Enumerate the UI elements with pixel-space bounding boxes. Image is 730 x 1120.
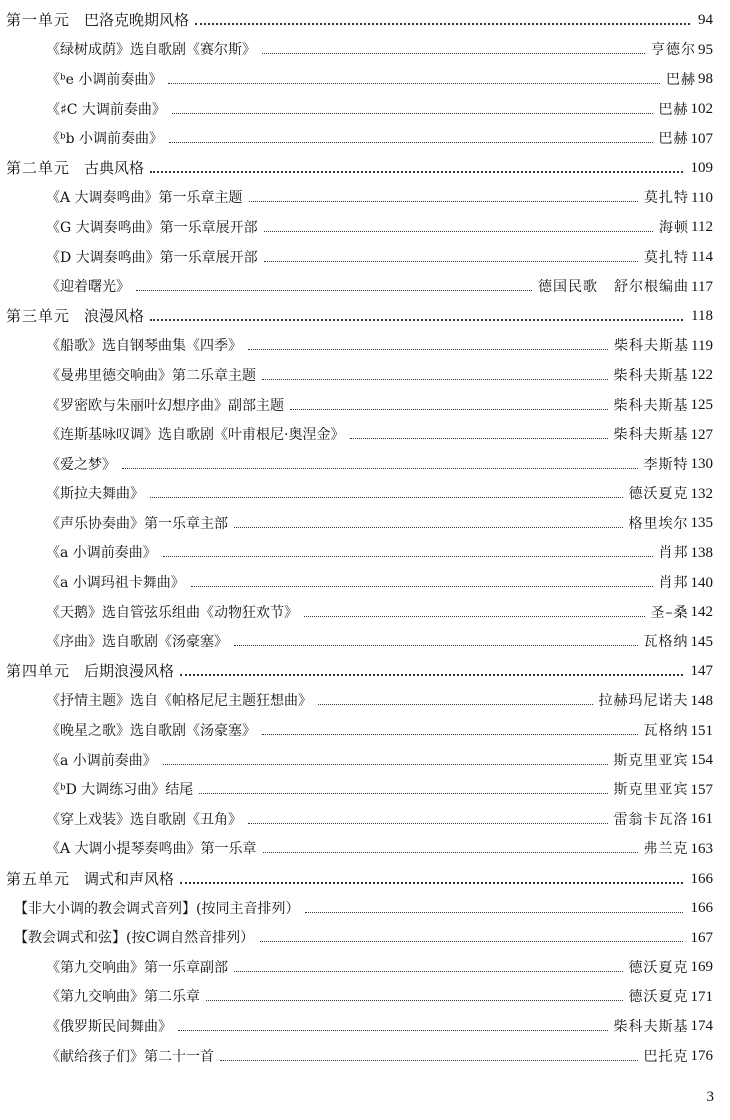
entry-page: 145 [690, 633, 713, 650]
toc-entry-row[interactable] [0, 332, 730, 362]
entry-title: 《ᵇb 小调前奏曲》 [46, 131, 164, 148]
entry-right [538, 280, 713, 295]
toc-entry-row[interactable] [0, 716, 730, 746]
entry-composer: 德沃夏克 [628, 959, 689, 976]
entry-right [644, 250, 713, 265]
toc-entry-row[interactable] [0, 272, 730, 302]
entry-composer: 格里埃尔 [628, 515, 689, 532]
entry-right [644, 724, 714, 739]
entry-page: 135 [690, 515, 713, 532]
dot-leader [150, 496, 623, 498]
entry-page: 102 [690, 101, 713, 118]
entry-right [614, 428, 714, 443]
entry-page: 142 [690, 604, 713, 621]
entry-page: 95 [698, 41, 713, 58]
dot-leader [168, 82, 660, 84]
entry-right [614, 368, 714, 383]
entry-composer: 莫扎特 [644, 249, 690, 266]
entry-page: 138 [690, 544, 713, 561]
unit-heading [6, 161, 144, 176]
dot-leader [234, 644, 638, 646]
entry-title: 【非大小调的教会调式音列】(按同主音排列） [14, 900, 300, 917]
dot-leader [264, 260, 638, 262]
toc-entry-row[interactable] [0, 835, 730, 865]
unit-label: 第一单元 [6, 11, 71, 30]
dot-leader [262, 733, 638, 735]
toc-entry-row[interactable] [0, 95, 730, 125]
entry-title: 《罗密欧与朱丽叶幻想序曲》副部主题 [46, 397, 284, 414]
toc-entry-row[interactable] [0, 1042, 730, 1072]
toc-entry-row[interactable] [0, 805, 730, 835]
entry-composer: 舒尔根编曲 [614, 279, 690, 296]
entry-page: 114 [691, 249, 713, 266]
unit-title: 后期浪漫风格 [84, 662, 175, 681]
entry-composer: 德沃夏克 [628, 486, 689, 503]
entry-right [659, 132, 714, 147]
dot-leader [263, 851, 638, 853]
entry-composer: 柴科夫斯基 [613, 397, 689, 414]
table-of-contents [0, 6, 730, 1071]
entry-title: 《声乐协奏曲》第一乐章主部 [46, 515, 228, 532]
dot-leader [150, 170, 682, 173]
entry-page: 166 [690, 900, 713, 917]
toc-entry-row[interactable] [0, 1012, 730, 1042]
dot-leader [264, 230, 653, 232]
entry-page: 94 [698, 12, 713, 29]
toc-entry-row[interactable] [0, 361, 730, 391]
entry-title: 《ᵇe 小调前奏曲》 [46, 71, 163, 88]
entry-page: 163 [690, 840, 713, 857]
toc-unit-row[interactable] [0, 302, 730, 332]
toc-entry-row[interactable] [0, 65, 730, 95]
entry-title: 《A 大调小提琴奏鸣曲》第一乐章 [46, 841, 257, 858]
toc-entry-row[interactable] [0, 983, 730, 1013]
entry-composer: 巴托克 [643, 1048, 689, 1065]
entry-title: 《斯拉夫舞曲》 [46, 486, 144, 503]
dot-leader [248, 822, 608, 824]
entry-right [689, 872, 714, 887]
entry-right [614, 1019, 714, 1034]
entry-right [689, 309, 713, 324]
entry-title: 《ᵇD 大调练习曲》结尾 [46, 782, 194, 799]
entry-page: 174 [690, 1018, 713, 1035]
entry-title: 《献给孩子们》第二十一首 [46, 1048, 214, 1065]
dot-leader [180, 881, 682, 884]
entry-composer: 柴科夫斯基 [613, 367, 689, 384]
entry-composer: 柴科夫斯基 [613, 1018, 689, 1035]
entry-page: 151 [690, 722, 713, 739]
entry-page: 140 [690, 574, 713, 591]
entry-composer: 肖邦 [658, 575, 689, 592]
entry-right [614, 783, 714, 798]
toc-entry-row[interactable] [0, 184, 730, 214]
entry-page: 98 [698, 71, 713, 88]
toc-entry-row[interactable] [0, 953, 730, 983]
entry-title: 《第九交响曲》第一乐章副部 [46, 959, 228, 976]
entry-composer: 柴科夫斯基 [614, 338, 690, 355]
entry-right [696, 13, 713, 28]
entry-composer: 巴赫 [658, 101, 689, 118]
toc-entry-row[interactable] [0, 480, 730, 510]
dot-leader [206, 999, 623, 1001]
dot-leader [318, 703, 593, 705]
entry-page: 122 [690, 367, 713, 384]
entry-right [689, 901, 714, 916]
entry-title: 《a 小调前奏曲》 [46, 752, 157, 769]
unit-title: 浪漫风格 [84, 307, 145, 326]
entry-composer: 亨德尔 [651, 42, 696, 59]
entry-right [614, 753, 714, 768]
toc-unit-row[interactable] [0, 154, 730, 184]
dot-leader [262, 378, 608, 380]
dot-leader [234, 526, 623, 528]
entry-page: 171 [690, 988, 713, 1005]
entry-right [644, 1049, 714, 1064]
dot-leader [350, 437, 607, 439]
entry-page: 154 [690, 752, 713, 769]
unit-label: 第五单元 [6, 869, 71, 888]
dot-leader [169, 141, 652, 143]
unit-heading [6, 869, 175, 888]
toc-entry-row[interactable] [0, 420, 730, 450]
dot-leader [262, 52, 645, 54]
entry-title: 《抒情主题》选自《帕格尼尼主题狂想曲》 [46, 693, 312, 710]
entry-page: 117 [691, 278, 713, 295]
entry-title: 《晚星之歌》选自歌剧《汤豪塞》 [46, 723, 256, 740]
toc-unit-row[interactable] [0, 6, 730, 36]
entry-title: 《第九交响曲》第二乐章 [46, 989, 200, 1006]
entry-right [644, 457, 714, 472]
entry-title: 《天鹅》选自管弦乐组曲《动物狂欢节》 [46, 604, 298, 621]
entry-right [689, 161, 714, 176]
entry-title: 《迎着曙光》 [46, 279, 130, 296]
entry-title: 《船歌》选自钢琴曲集《四季》 [46, 338, 242, 355]
dot-leader [191, 585, 653, 587]
entry-page: 127 [690, 426, 713, 443]
dot-leader [249, 200, 638, 202]
entry-title: 《D 大调奏鸣曲》第一乐章展开部 [46, 249, 258, 266]
entry-composer: 瓦格纳 [643, 634, 689, 651]
entry-right [629, 516, 714, 531]
entry-composer: 斯克里亚宾 [613, 752, 689, 769]
entry-composer: 海顿 [659, 219, 690, 236]
entry-page: 119 [691, 337, 713, 354]
entry-origin: 德国民歌 [538, 279, 599, 296]
entry-page: 147 [690, 663, 713, 680]
entry-page: 148 [690, 692, 713, 709]
entry-page: 118 [691, 308, 713, 325]
entry-title: 《♯C 大调前奏曲》 [46, 101, 166, 118]
entry-page: 109 [690, 160, 713, 177]
toc-entry-row[interactable] [0, 775, 730, 805]
entry-title: 《a 小调前奏曲》 [46, 545, 157, 562]
entry-composer: 弗兰克 [643, 841, 689, 858]
entry-right [629, 990, 714, 1005]
toc-entry-row[interactable] [0, 124, 730, 154]
unit-heading [6, 13, 189, 28]
entry-composer: 巴赫 [658, 131, 689, 148]
entry-right [599, 694, 714, 709]
entry-right [651, 605, 714, 620]
entry-right [614, 339, 713, 354]
entry-composer: 李斯特 [643, 456, 689, 473]
entry-title: 《绿树成荫》选自歌剧《赛尔斯》 [46, 42, 256, 59]
entry-page: 110 [691, 189, 713, 206]
entry-composer: 雷翁卡瓦洛 [613, 811, 689, 828]
entry-title: 《G 大调奏鸣曲》第一乐章展开部 [46, 219, 258, 236]
entry-page: 176 [690, 1048, 713, 1065]
entry-title: 《爱之梦》 [46, 456, 116, 473]
entry-right [644, 191, 713, 206]
toc-unit-row[interactable] [0, 864, 730, 894]
entry-page: 132 [690, 485, 713, 502]
dot-leader [122, 467, 638, 469]
toc-entry-row[interactable] [0, 213, 730, 243]
toc-entry-row[interactable] [0, 746, 730, 776]
entry-page: 166 [690, 870, 713, 887]
entry-title: 【教会调式和弦】(按C调自然音排列） [14, 930, 255, 947]
toc-entry-row[interactable] [0, 509, 730, 539]
dot-leader [178, 1029, 608, 1031]
dot-leader [248, 348, 608, 350]
dot-leader [163, 763, 608, 765]
entry-title: 《A 大调奏鸣曲》第一乐章主题 [46, 190, 243, 207]
dot-leader [290, 408, 608, 410]
entry-right [614, 398, 714, 413]
entry-composer: 莫扎特 [644, 190, 690, 207]
toc-entry-row[interactable] [0, 36, 730, 66]
entry-right [659, 576, 714, 591]
page-number: 3 [706, 1089, 714, 1105]
entry-right [629, 487, 714, 502]
entry-page: 112 [691, 219, 713, 236]
dot-leader [150, 318, 683, 321]
dot-leader [199, 792, 607, 794]
dot-leader [234, 970, 623, 972]
dot-leader [195, 22, 690, 25]
dot-leader [136, 289, 532, 291]
toc-entry-row[interactable] [0, 687, 730, 717]
entry-right [689, 931, 714, 946]
entry-page: 167 [690, 929, 713, 946]
entry-title: 《穿上戏装》选自歌剧《丑角》 [46, 811, 242, 828]
entry-right [651, 43, 713, 58]
entry-title: 《连斯基咏叹调》选自歌剧《叶甫根尼·奥涅金》 [46, 427, 345, 444]
dot-leader [163, 555, 653, 557]
toc-section-row[interactable] [0, 923, 730, 953]
entry-right [644, 635, 714, 650]
unit-label: 第四单元 [6, 662, 71, 681]
entry-page: 130 [690, 456, 713, 473]
entry-composer: 柴科夫斯基 [613, 427, 689, 444]
entry-page: 125 [690, 397, 713, 414]
entry-composer: 拉赫玛尼诺夫 [598, 693, 689, 710]
dot-leader [220, 1059, 638, 1061]
toc-entry-row[interactable] [0, 391, 730, 421]
entry-right [644, 842, 714, 857]
dot-leader [304, 615, 645, 617]
entry-composer: 瓦格纳 [643, 723, 689, 740]
unit-title: 巴洛克晚期风格 [84, 11, 190, 30]
entry-composer: 肖邦 [658, 545, 689, 562]
dot-leader [260, 940, 682, 942]
entry-right [659, 102, 714, 117]
toc-entry-row[interactable] [0, 568, 730, 598]
toc-unit-row[interactable] [0, 657, 730, 687]
toc-entry-row[interactable] [0, 450, 730, 480]
unit-title: 古典风格 [84, 159, 145, 178]
unit-label: 第二单元 [6, 159, 71, 178]
entry-title: 《曼弗里德交响曲》第二乐章主题 [46, 367, 256, 384]
toc-entry-row[interactable] [0, 243, 730, 273]
entry-page: 107 [690, 130, 713, 147]
entry-title: 《序曲》选自歌剧《汤豪塞》 [46, 634, 228, 651]
entry-page: 169 [690, 959, 713, 976]
unit-label: 第三单元 [6, 307, 71, 326]
entry-page: 157 [690, 781, 713, 798]
entry-title: 《俄罗斯民间舞曲》 [46, 1018, 172, 1035]
entry-title: 《a 小调玛祖卡舞曲》 [46, 575, 185, 592]
entry-composer: 斯克里亚宾 [613, 782, 689, 799]
entry-composer: 圣–桑 [650, 604, 689, 621]
entry-right [659, 220, 713, 235]
entry-right [689, 664, 714, 679]
entry-right [666, 72, 713, 87]
dot-leader [172, 112, 653, 114]
entry-right [614, 812, 714, 827]
toc-section-row[interactable] [0, 894, 730, 924]
entry-page: 161 [690, 811, 713, 828]
dot-leader [180, 673, 682, 676]
toc-entry-row[interactable] [0, 539, 730, 569]
toc-entry-row[interactable] [0, 627, 730, 657]
unit-title: 调式和声风格 [84, 869, 175, 888]
dot-leader [305, 911, 682, 913]
unit-heading [6, 309, 144, 324]
toc-entry-row[interactable] [0, 598, 730, 628]
entry-right [659, 546, 714, 561]
unit-heading [6, 664, 174, 679]
entry-right [629, 960, 714, 975]
entry-composer: 德沃夏克 [628, 989, 689, 1006]
entry-composer: 巴赫 [666, 71, 696, 88]
